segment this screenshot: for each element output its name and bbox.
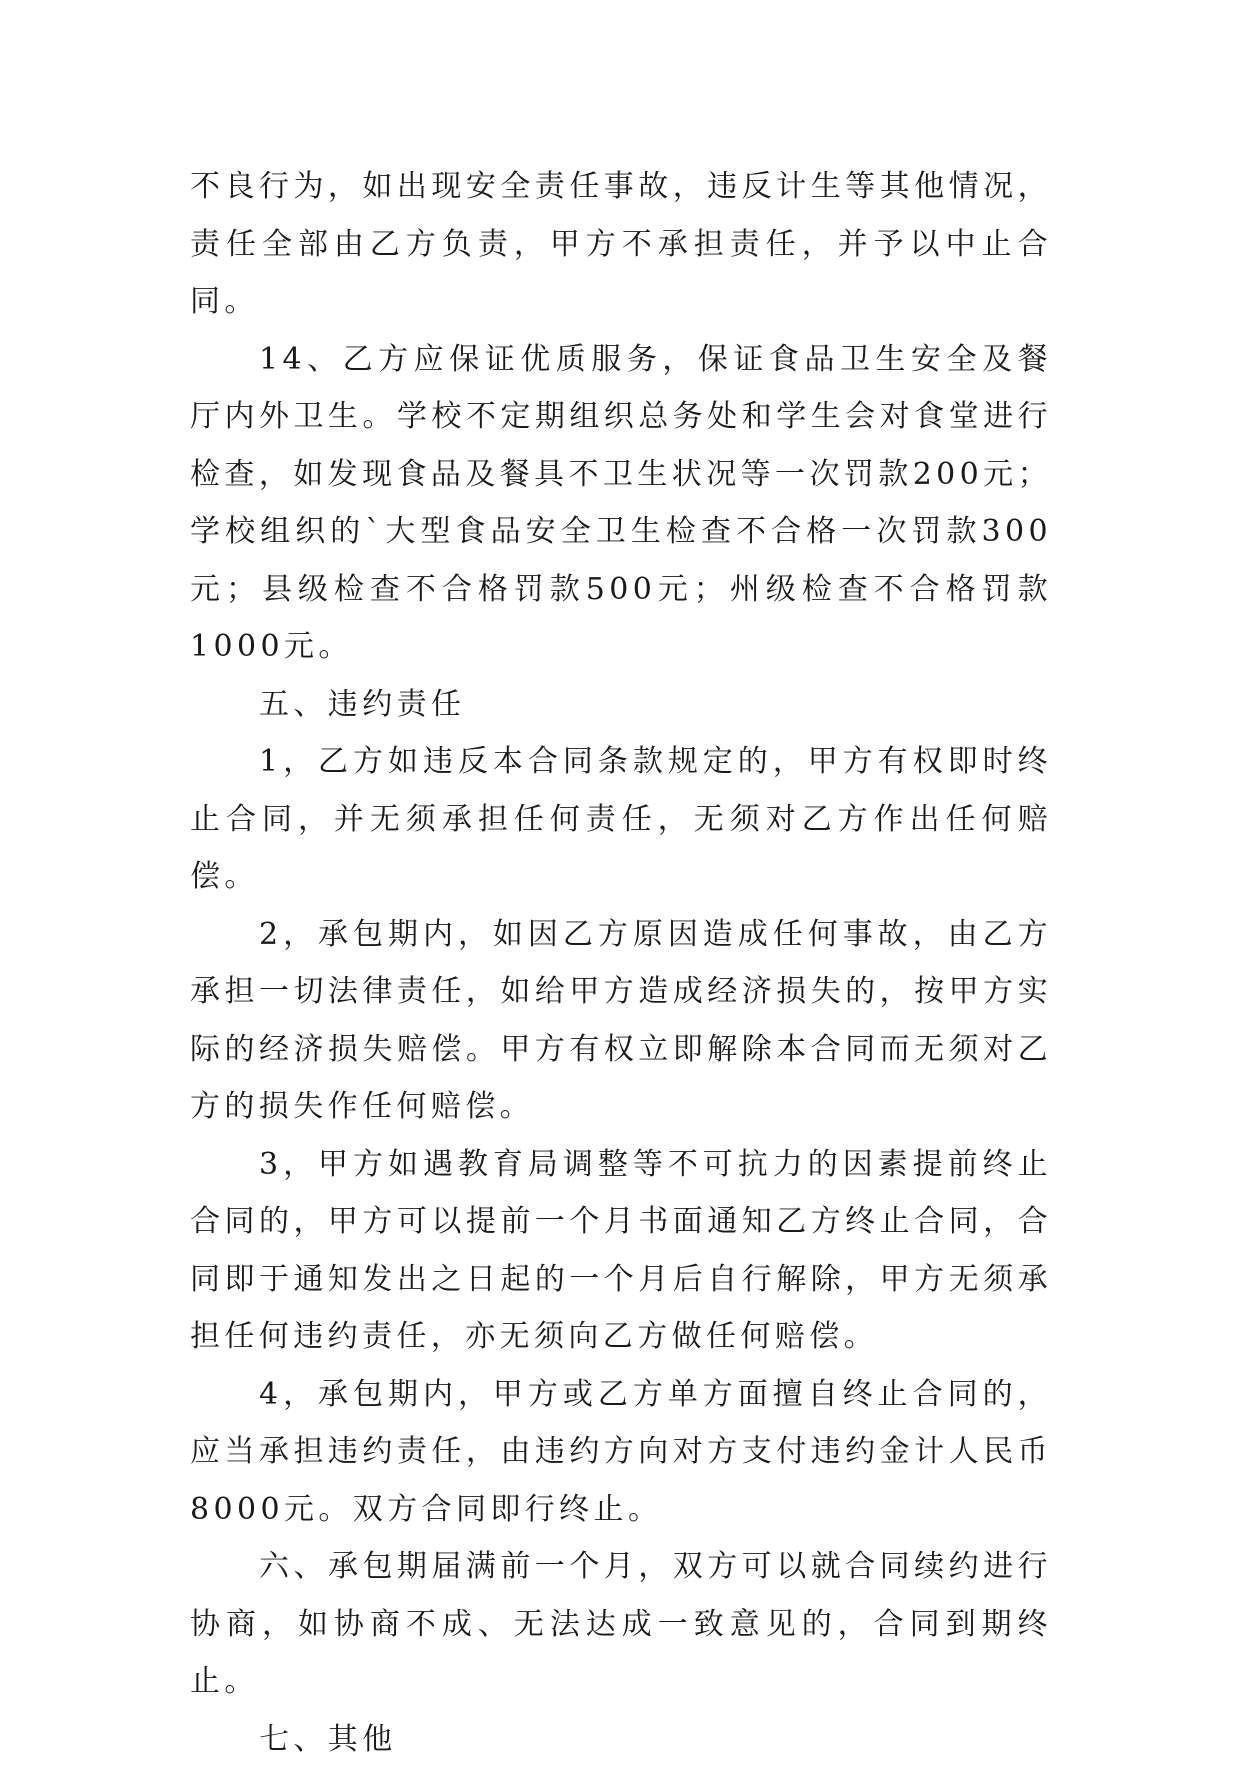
document-body: [190, 158, 1052, 1768]
section-heading-other: 七、其他: [190, 1711, 1052, 1768]
section-heading-breach-liability: 五、违约责任: [190, 676, 1052, 734]
paragraph-breach-3: 3，甲方如遇教育局调整等不可抗力的因素提前终止合同的，甲方可以提前一个月书面通知乙方终止合同，合同即于通知发出之日起的一个月后自行解除，甲方无须承担任何违约责任，亦无须向乙方做任何赔偿。: [190, 1136, 1052, 1366]
paragraph-breach-2: 2，承包期内，如因乙方原因造成任何事故，由乙方承担一切法律责任，如给甲方造成经济损失的，按甲方实际的经济损失赔偿。甲方有权立即解除本合同而无须对乙方的损失作任何赔偿。: [190, 906, 1052, 1136]
paragraph-breach-4: 4，承包期内，甲方或乙方单方面擅自终止合同的，应当承担违约责任，由违约方向对方支付违约金计人民币8000元。双方合同即行终止。: [190, 1366, 1052, 1539]
paragraph-continuation: 不良行为，如出现安全责任事故，违反计生等其他情况，责任全部由乙方负责，甲方不承担责任，并予以中止合同。: [190, 158, 1052, 331]
paragraph-clause-14: 14、乙方应保证优质服务，保证食品卫生安全及餐厅内外卫生。学校不定期组织总务处和学生会对食堂进行检查，如发现食品及餐具不卫生状况等一次罚款200元；学校组织的`大型食品安全卫生检查不合格一次罚款300元；县级检查不合格罚款500元；州级检查不合格罚款1000元。: [190, 331, 1052, 676]
paragraph-breach-1: 1，乙方如违反本合同条款规定的，甲方有权即时终止合同，并无须承担任何责任，无须对乙方作出任何赔偿。: [190, 733, 1052, 906]
section-renewal: 六、承包期届满前一个月，双方可以就合同续约进行协商，如协商不成、无法达成一致意见的，合同到期终止。: [190, 1538, 1052, 1711]
